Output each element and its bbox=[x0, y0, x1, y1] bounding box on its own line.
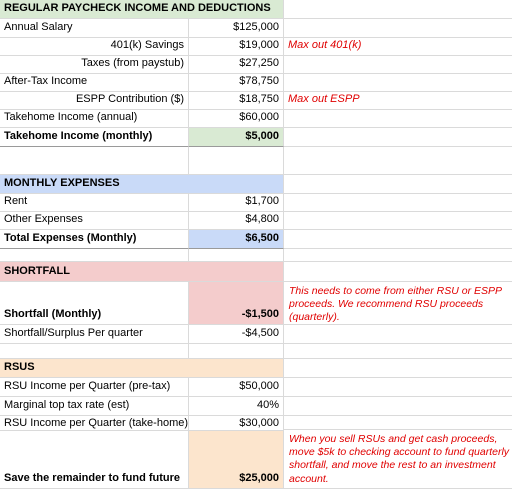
row-value: $5,000 bbox=[245, 130, 279, 142]
value-cell[interactable] bbox=[189, 194, 284, 212]
value-cell[interactable] bbox=[189, 282, 284, 325]
blank-row bbox=[0, 249, 512, 262]
row-value: $4,800 bbox=[245, 213, 279, 225]
label-cell[interactable] bbox=[0, 19, 189, 38]
row-value: $60,000 bbox=[239, 111, 279, 123]
table-row bbox=[0, 19, 512, 38]
table-row bbox=[0, 378, 512, 397]
label-cell[interactable] bbox=[0, 56, 189, 74]
empty-cell[interactable] bbox=[284, 212, 512, 230]
row-label: Takehome Income (monthly) bbox=[4, 130, 153, 142]
label-cell[interactable] bbox=[0, 416, 189, 430]
expenses-header: MONTHLY EXPENSES bbox=[4, 177, 120, 189]
table-row bbox=[0, 416, 512, 430]
label-cell[interactable] bbox=[0, 92, 189, 110]
row-value: $30,000 bbox=[239, 417, 279, 429]
row-value: $78,750 bbox=[239, 75, 279, 87]
label-cell[interactable] bbox=[0, 38, 189, 56]
label-cell[interactable] bbox=[0, 230, 189, 249]
blank-row bbox=[0, 147, 512, 175]
value-cell[interactable] bbox=[189, 128, 284, 147]
empty-cell[interactable] bbox=[0, 344, 189, 359]
label-cell[interactable] bbox=[0, 378, 189, 397]
blank-row bbox=[0, 344, 512, 359]
label-cell[interactable] bbox=[0, 74, 189, 92]
row-value: $125,000 bbox=[233, 21, 279, 33]
row-label: RSU Income per Quarter (pre-tax) bbox=[4, 380, 171, 392]
table-row bbox=[0, 230, 512, 249]
row-label: RSU Income per Quarter (take-home) bbox=[4, 417, 189, 429]
table-row bbox=[0, 194, 512, 212]
empty-cell[interactable] bbox=[284, 147, 512, 175]
row-value: $25,000 bbox=[239, 472, 279, 484]
row-note: Max out ESPP bbox=[288, 93, 360, 105]
empty-cell[interactable] bbox=[284, 359, 512, 378]
value-cell[interactable] bbox=[189, 416, 284, 430]
rsus-header-cell[interactable] bbox=[0, 359, 284, 378]
expenses-header-row bbox=[0, 175, 512, 194]
note-cell[interactable] bbox=[284, 110, 512, 128]
paycheck-header-cell[interactable] bbox=[0, 0, 284, 19]
value-cell[interactable] bbox=[189, 92, 284, 110]
row-label: ESPP Contribution ($) bbox=[75, 93, 184, 105]
note-cell[interactable] bbox=[284, 38, 512, 56]
table-row bbox=[0, 74, 512, 92]
row-value: $18,750 bbox=[239, 93, 279, 105]
table-row bbox=[0, 128, 512, 147]
row-label: Annual Salary bbox=[4, 21, 73, 33]
label-cell[interactable] bbox=[0, 128, 189, 147]
table-row bbox=[0, 397, 512, 416]
row-label: Save the remainder to fund future bbox=[4, 472, 181, 484]
value-cell[interactable] bbox=[189, 19, 284, 38]
paycheck-header: REGULAR PAYCHECK INCOME AND DEDUCTIONS bbox=[4, 2, 271, 14]
row-value: $50,000 bbox=[239, 380, 279, 392]
rsus-header: RSUS bbox=[4, 361, 35, 373]
empty-cell[interactable] bbox=[284, 0, 512, 19]
shortfall-header-cell[interactable] bbox=[0, 262, 284, 282]
expenses-header-cell[interactable] bbox=[0, 175, 284, 194]
label-cell[interactable] bbox=[0, 212, 189, 230]
shortfall-header: SHORTFALL bbox=[4, 265, 70, 277]
value-cell[interactable] bbox=[189, 212, 284, 230]
note-cell[interactable] bbox=[284, 128, 512, 147]
shortfall-note: This needs to come from either RSU or ESPP proceeds. We recommend RSU proceeds (quarterly). bbox=[289, 285, 502, 324]
empty-cell[interactable] bbox=[284, 378, 512, 397]
row-label: After-Tax Income bbox=[4, 75, 88, 87]
row-label: Takehome Income (annual) bbox=[4, 111, 138, 123]
value-cell[interactable] bbox=[189, 56, 284, 74]
value-cell[interactable] bbox=[189, 325, 284, 344]
row-value: $1,700 bbox=[245, 195, 279, 207]
value-cell[interactable] bbox=[189, 378, 284, 397]
label-cell[interactable] bbox=[0, 325, 189, 344]
empty-cell[interactable] bbox=[284, 194, 512, 212]
empty-cell[interactable] bbox=[284, 325, 512, 344]
label-cell[interactable] bbox=[0, 194, 189, 212]
paycheck-header-row bbox=[0, 0, 512, 19]
rsus-note: When you sell RSUs and get cash proceeds, move $5k to checking account to fund quarterly shortfall, and move the rest to an investment account. bbox=[289, 433, 510, 485]
row-label: 401(k) Savings bbox=[110, 39, 184, 51]
label-cell[interactable] bbox=[0, 282, 189, 325]
empty-cell[interactable] bbox=[189, 344, 284, 359]
empty-cell[interactable] bbox=[284, 249, 512, 262]
empty-cell[interactable] bbox=[284, 344, 512, 359]
value-cell[interactable] bbox=[189, 397, 284, 416]
value-cell[interactable] bbox=[189, 38, 284, 56]
rsus-header-row bbox=[0, 359, 512, 378]
empty-cell[interactable] bbox=[284, 230, 512, 249]
table-row bbox=[0, 110, 512, 128]
note-cell[interactable] bbox=[284, 262, 512, 282]
label-cell[interactable] bbox=[0, 110, 189, 128]
row-label: Other Expenses bbox=[4, 213, 83, 225]
empty-cell[interactable] bbox=[189, 249, 284, 262]
table-row bbox=[0, 212, 512, 230]
row-value: -$4,500 bbox=[241, 327, 279, 339]
table-row bbox=[0, 92, 512, 110]
row-value: -$1,500 bbox=[241, 308, 279, 320]
row-label: Shortfall (Monthly) bbox=[4, 308, 102, 320]
row-value: 40% bbox=[256, 399, 279, 411]
label-cell[interactable] bbox=[0, 430, 189, 489]
table-row bbox=[0, 325, 512, 344]
row-label: Taxes (from paystub) bbox=[81, 57, 184, 69]
label-cell[interactable] bbox=[0, 397, 189, 416]
row-note: Max out 401(k) bbox=[288, 39, 362, 51]
shortfall-header-row bbox=[0, 262, 512, 282]
empty-cell[interactable] bbox=[0, 147, 189, 175]
note-cell[interactable] bbox=[284, 74, 512, 92]
empty-cell[interactable] bbox=[284, 416, 512, 430]
empty-cell[interactable] bbox=[189, 147, 284, 175]
note-cell[interactable] bbox=[284, 92, 512, 110]
value-cell[interactable] bbox=[189, 430, 284, 489]
row-value: $6,500 bbox=[245, 232, 279, 244]
value-cell[interactable] bbox=[189, 230, 284, 249]
table-row bbox=[0, 56, 512, 74]
note-cell[interactable] bbox=[284, 56, 512, 74]
row-value: $19,000 bbox=[239, 39, 279, 51]
row-label: Marginal top tax rate (est) bbox=[4, 399, 130, 411]
table-row bbox=[0, 38, 512, 56]
row-label: Shortfall/Surplus Per quarter bbox=[4, 327, 143, 339]
row-label: Rent bbox=[4, 195, 28, 207]
row-value: $27,250 bbox=[239, 57, 279, 69]
empty-cell[interactable] bbox=[284, 397, 512, 416]
value-cell[interactable] bbox=[189, 110, 284, 128]
empty-cell[interactable] bbox=[0, 249, 189, 262]
empty-cell[interactable] bbox=[284, 175, 512, 194]
row-label: Total Expenses (Monthly) bbox=[4, 232, 137, 244]
note-cell[interactable] bbox=[284, 19, 512, 38]
value-cell[interactable] bbox=[189, 74, 284, 92]
